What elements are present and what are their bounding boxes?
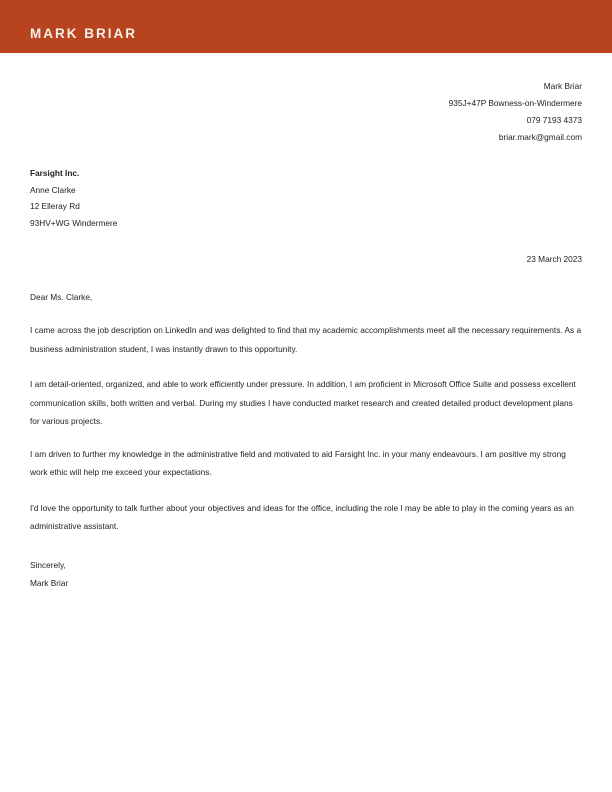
closing-salutation: Sincerely, bbox=[30, 559, 66, 570]
body-paragraph-3: I am driven to further my knowledge in the administrative field and motivated to aid Farsight Inc. in your many endeavours. I am positive my strong work ethic will help me exceed your expectations. bbox=[30, 448, 566, 477]
signature-name: Mark Briar bbox=[30, 577, 69, 588]
salutation: Dear Ms. Clarke, bbox=[30, 292, 93, 302]
sender-email: briar.mark@gmail.com bbox=[498, 132, 582, 142]
recipient-address-block bbox=[30, 165, 582, 231]
body-paragraph-4: I'd love the opportunity to talk further about your objectives and ideas for the office, including the role I may be able to play in the coming years as an administrative assistant. bbox=[30, 502, 574, 531]
recipient-city: 93HV+WG Windermere bbox=[30, 217, 118, 228]
sender-contact-block bbox=[30, 78, 582, 146]
recipient-contact-name: Anne Clarke bbox=[30, 184, 76, 195]
letter-date: 23 March 2023 bbox=[526, 254, 582, 264]
recipient-street: 12 Elleray Rd bbox=[30, 201, 80, 211]
sender-address: 935J+47P Bowness-on-Windermere bbox=[448, 98, 582, 108]
recipient-company: Farsight Inc. bbox=[30, 168, 80, 178]
body-paragraph-1: I came across the job description on LinkedIn and was delighted to find that my academic accomplishments meet all the necessary requirements. As a business administration student, I was instantly drawn to this opportunity. bbox=[30, 325, 582, 354]
sender-name: Mark Briar bbox=[543, 81, 582, 91]
header-band bbox=[0, 0, 612, 53]
body-paragraph-2: I am detail-oriented, organized, and able to work efficiently under pressure. In addition, I am proficient in Microsoft Office Suite and possess excellent communication skills, both written and verbal. During my studies I have conducted market research and created detailed product development plans for various projects. bbox=[30, 379, 576, 426]
letter-content bbox=[0, 53, 612, 592]
sender-phone: 079 7193 4373 bbox=[526, 115, 582, 125]
closing-block bbox=[30, 556, 582, 592]
page-title: MARK BRIAR bbox=[30, 26, 137, 41]
